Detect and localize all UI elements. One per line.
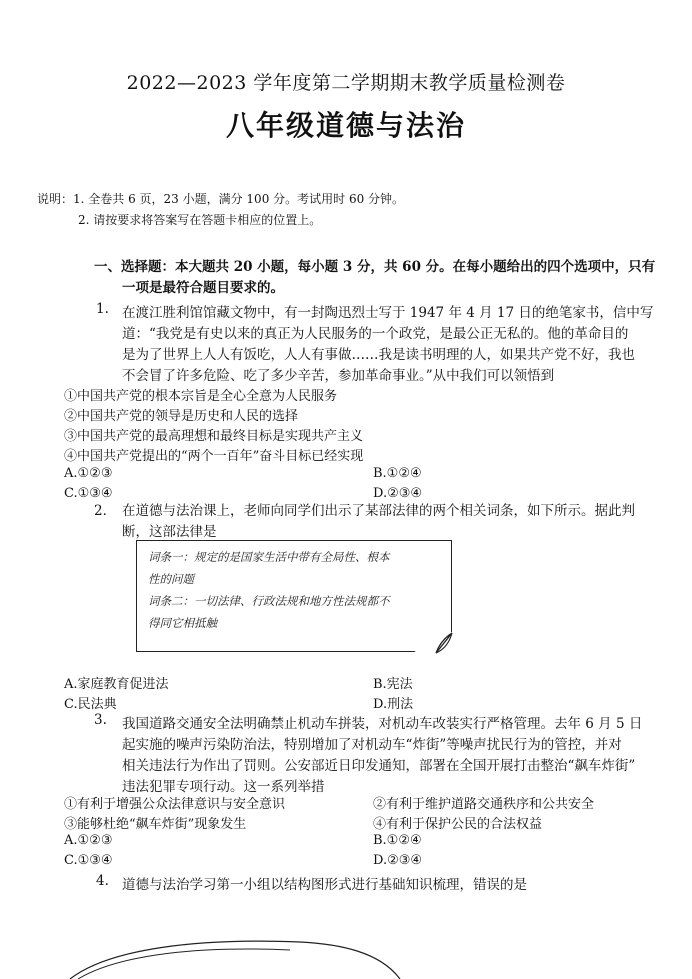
statement-2: ②中国共产党的领导是历史和人民的选择 <box>64 409 299 424</box>
option-a: A.家庭教育促进法 <box>64 677 169 692</box>
option-c: C.①③④ <box>64 486 113 501</box>
article-two-text: 得同它相抵触 <box>148 616 217 630</box>
exam-title: 2022—2023 学年度第二学期期末教学质量检测卷 <box>126 72 566 94</box>
statement-4: ④中国共产党提出的“两个一百年”奋斗目标已经实现 <box>64 449 364 464</box>
question-1-text: 不会冒了许多危险、吃了多少辛苦，参加革命事业。”从中我们可以领悟到 <box>122 368 555 384</box>
option-a: A.①②③ <box>64 833 113 848</box>
question-1-number: 1. <box>96 301 109 317</box>
section-heading: 一、选择题：本大题共 20 小题，每小题 3 分，共 60 分。在每小题给出的四个选项中，只有 <box>94 259 656 275</box>
instructions-line-1: 说明：1. 全卷共 6 页，23 小题，满分 100 分。考试用时 60 分钟。 <box>37 192 405 206</box>
question-1-text: 是为了世界上人人有饭吃，人人有事做……我是读书明理的人，如果共产党不好，我也 <box>122 347 635 363</box>
structure-diagram-edge <box>0 930 692 979</box>
exam-subject: 八年级道德与法治 <box>225 109 466 142</box>
option-b: B.①②④ <box>373 466 422 481</box>
option-c: C.民法典 <box>64 697 117 712</box>
option-d: D.②③④ <box>373 486 423 501</box>
statement-2: ②有利于维护道路交通秩序和公共安全 <box>373 797 595 812</box>
article-two-text: 词条二：一切法律、行政法规和地方性法规都不 <box>148 594 390 608</box>
option-d: D.②③④ <box>373 853 423 868</box>
question-2-number: 2． <box>94 503 117 519</box>
question-3-text: 违法犯罪专项行动。这一系列举措 <box>122 779 325 795</box>
option-a: A.①②③ <box>64 466 113 481</box>
question-4-number: 4. <box>96 873 109 889</box>
statement-1: ①有利于增强公众法律意识与安全意识 <box>64 797 286 812</box>
article-one-text: 词条一：规定的是国家生活中带有全局性、根本 <box>148 550 390 564</box>
question-1-text: 在渡江胜利馆馆藏文物中，有一封陶迅烈士写于 1947 年 4 月 17 日的绝笔家书，信中写 <box>122 305 654 321</box>
article-one-text: 性的问题 <box>148 572 194 586</box>
page-curl-icon <box>413 630 453 654</box>
question-1-text: 道：“我党是有史以来的真正为人民服务的一个政党，是最公正无私的。他的革命目的 <box>122 326 629 342</box>
option-b: B.①②④ <box>373 833 422 848</box>
statement-4: ④有利于保护公民的合法权益 <box>373 817 543 832</box>
question-3-text: 起实施的噪声污染防治法，特别增加了对机动车“炸街”等噪声扰民行为的管控，并对 <box>122 737 622 753</box>
question-3-text: 相关违法行为作出了罚则。公安部近日印发通知，部署在全国开展打击整治“飙车炸街” <box>122 758 636 774</box>
question-2-text: 断，这部法律是 <box>122 524 217 540</box>
option-c: C.①③④ <box>64 853 113 868</box>
statement-3: ③中国共产党的最高理想和最终目标是实现共产主义 <box>64 429 364 444</box>
option-d: D.刑法 <box>373 697 414 712</box>
option-b: B.宪法 <box>373 677 413 692</box>
question-3-text: 我国道路交通安全法明确禁止机动车拼装，对机动车改装实行严格管理。去年 6 月 5 日 <box>122 716 643 732</box>
section-heading-cont: 一项是最符合题目要求的。 <box>122 280 284 296</box>
question-4-text: 道德与法治学习第一小组以结构图形式进行基础知识梳理，错误的是 <box>122 877 527 893</box>
question-3-number: 3. <box>94 712 107 728</box>
instructions-line-2: 2. 请按要求将答案写在答题卡相应的位置上。 <box>78 213 322 227</box>
statement-3: ③能够杜绝“飙车炸街”现象发生 <box>64 817 247 832</box>
statement-1: ①中国共产党的根本宗旨是全心全意为人民服务 <box>64 389 338 404</box>
question-2-text: 在道德与法治课上，老师向同学们出示了某部法律的两个相关词条，如下所示。据此判 <box>122 503 635 519</box>
